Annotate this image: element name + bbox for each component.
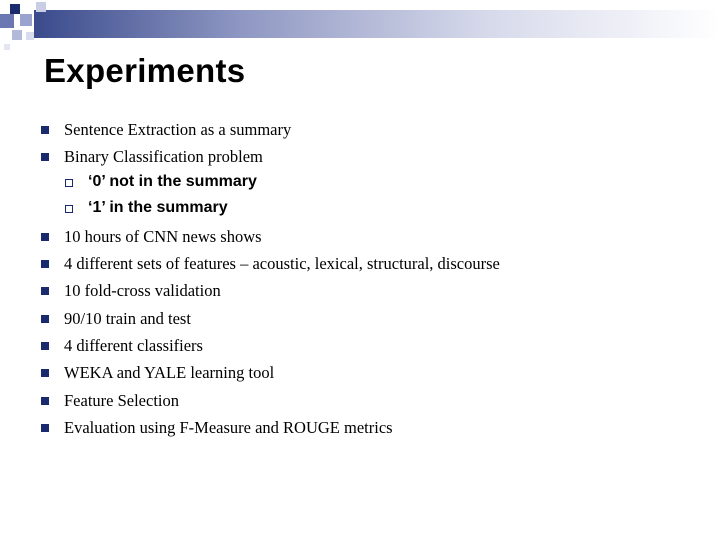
bullet-marker: [41, 126, 49, 134]
bullet-text: 10 hours of CNN news shows: [64, 227, 262, 246]
bullet-text: Sentence Extraction as a summary: [64, 120, 292, 139]
bullet-text: Binary Classification problem: [64, 147, 263, 166]
bullet-text: WEKA and YALE learning tool: [64, 363, 275, 382]
bullet-marker: [41, 233, 49, 241]
bullet-text: 4 different classifiers: [64, 336, 203, 355]
sub-bullet-marker: [65, 205, 73, 213]
bullet-marker: [41, 153, 49, 161]
bullet-text: 10 fold-cross validation: [64, 281, 221, 300]
slide-title: Experiments: [44, 52, 246, 89]
bullet-marker: [41, 424, 49, 432]
sub-bullet-text: ‘1’ in the summary: [88, 199, 228, 216]
bullet-text: 4 different sets of features – acoustic, lexical, structural, discourse: [64, 254, 500, 273]
bullet-marker: [41, 260, 49, 268]
bullet-marker: [41, 397, 49, 405]
bullet-marker: [41, 369, 49, 377]
bullet-text: 90/10 train and test: [64, 309, 191, 328]
sub-bullet-text: ‘0’ not in the summary: [88, 173, 257, 190]
sub-bullet-marker: [65, 179, 73, 187]
bullet-marker: [41, 287, 49, 295]
bullet-text: Evaluation using F-Measure and ROUGE metrics: [64, 418, 393, 437]
bullet-text: Feature Selection: [64, 391, 180, 410]
bullet-marker: [41, 342, 49, 350]
bullet-marker: [41, 315, 49, 323]
